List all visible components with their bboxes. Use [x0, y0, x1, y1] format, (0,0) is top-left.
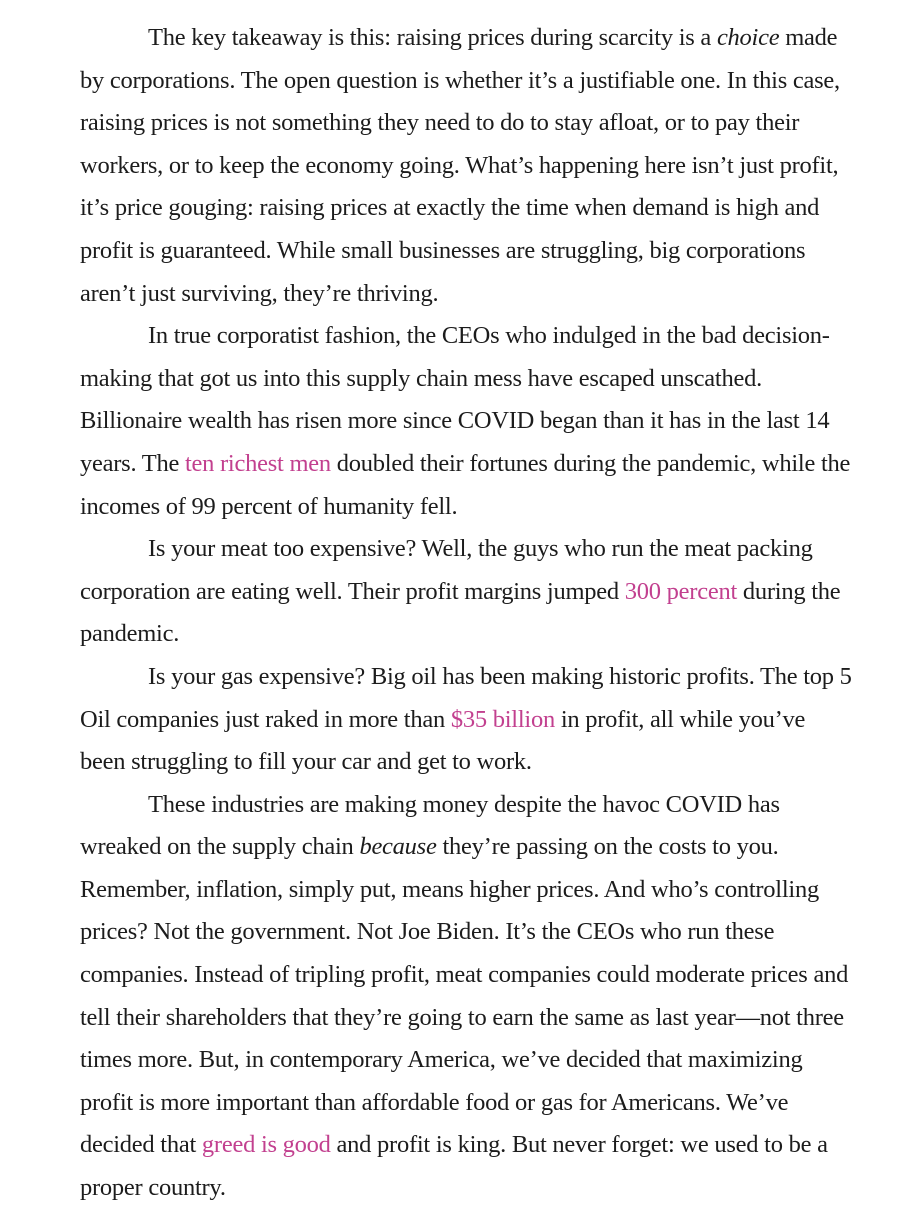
- link-ten-richest-men[interactable]: ten richest men: [184, 449, 331, 477]
- link-300-percent[interactable]: 300 percent: [624, 577, 737, 605]
- text-span: during the pandemic.: [80, 577, 841, 648]
- paragraph-gas-prices: [80, 656, 855, 784]
- text-span: they’re passing on the costs to you. Remember, inflation, simply put, means higher prices. And who’s controlling prices? Not the government. Not Joe Biden. It’s the CEOs who run these companies. Instead of tripling profit, meat companies could moderate prices and tell their shareholders that they’re going to earn the same as last year—not three times more. But, in contemporary America, we’ve decided that maximizing profit is more important than affordable food or gas for Americans. We’ve decided that: [80, 833, 849, 1159]
- paragraph-price-gouging: [80, 17, 855, 315]
- paragraph-meat-prices: [80, 528, 855, 656]
- emphasis-choice: choice: [716, 24, 780, 51]
- text-span: Is your meat too expensive? Well, the guys who run the meat packing corporation are eating well. Their profit margins jumped: [80, 535, 813, 605]
- paragraph-billionaire-wealth: [80, 315, 855, 528]
- text-span: Is your gas expensive? Big oil has been making historic profits. The top 5 Oil companies just raked in more than: [80, 662, 852, 733]
- text-span: doubled their fortunes during the pandemic, while the incomes of 99 percent of humanity fell.: [80, 449, 851, 520]
- emphasis-because: because: [359, 833, 437, 861]
- link-35-billion[interactable]: $35 billion: [450, 705, 555, 733]
- text-span: made by corporations. The open question is whether it’s a justifiable one. In this case, raising prices is not something they need to do to stay afloat, or to pay their workers, or to keep the economy going. What’s happening here isn’t just profit, it’s price gouging: raising prices at exactly the time when demand is high and profit is guaranteed. While small businesses are struggling, big corporations aren’t just surviving, they’re thriving.: [80, 24, 840, 307]
- text-span: and profit is king. But never forget: we used to be a proper country.: [80, 1131, 828, 1202]
- text-span: The key takeaway is this: raising prices during scarcity is a: [148, 24, 717, 51]
- text-span: In true corporatist fashion, the CEOs who indulged in the bad decision-making that got us into this supply chain mess have escaped unscathed. Billionaire wealth has risen more since COVID began than it has in the last 14 years. The: [80, 322, 830, 477]
- text-span: These industries are making money despite the havoc COVID has wreaked on the supply chain: [80, 790, 780, 861]
- link-greed-is-good[interactable]: greed is good: [201, 1131, 331, 1159]
- paragraph-inflation-ceos: [80, 784, 855, 1210]
- text-span: in profit, all while you’ve been struggling to fill your car and get to work.: [80, 705, 806, 776]
